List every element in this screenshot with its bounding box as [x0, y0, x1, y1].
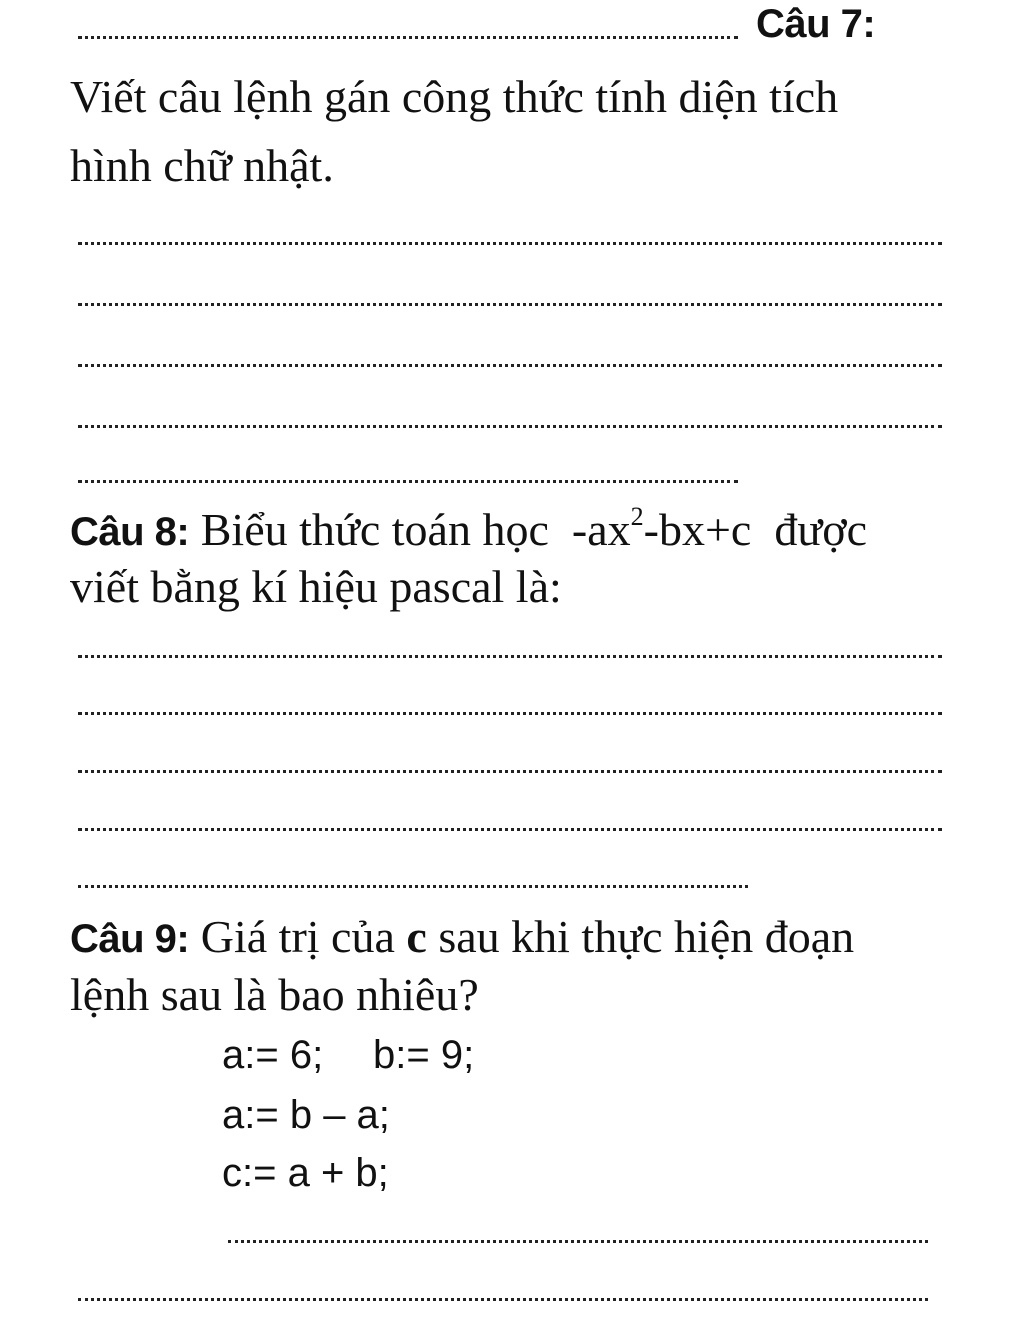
question-7-text-line2: hình chữ nhật. [70, 140, 334, 191]
question-8-text-line2: viết bằng kí hiệu pascal là: [70, 561, 562, 612]
answer-line [78, 364, 942, 367]
answer-line [78, 885, 748, 888]
question-9-text-line2: lệnh sau là bao nhiêu? [70, 969, 479, 1020]
code-line-1a: a:= 6; [222, 1033, 324, 1077]
variable-c: c [406, 911, 427, 962]
expression-post: -bx+c [643, 504, 752, 555]
answer-line [78, 828, 942, 831]
code-line-1b: b:= 9; [373, 1033, 475, 1077]
code-line-3: c:= a + b; [222, 1151, 389, 1195]
expression-pre: -ax [571, 504, 631, 555]
question-9-label: Câu 9: [70, 917, 190, 961]
answer-line [78, 770, 942, 773]
question-8-text-after: được [774, 504, 867, 555]
question-9-text-after: sau khi thực hiện đoạn [438, 911, 855, 962]
answer-line [228, 1240, 928, 1243]
answer-line [78, 303, 942, 306]
code-line-2: a:= b – a; [222, 1093, 390, 1137]
answer-line [78, 242, 942, 245]
math-expression [572, 504, 751, 555]
question-8-label: Câu 8: [70, 510, 190, 554]
exponent: 2 [630, 502, 644, 531]
answer-line [78, 36, 738, 39]
question-7-label: Câu 7: [756, 2, 876, 46]
answer-line [78, 480, 738, 483]
answer-line [78, 425, 942, 428]
question-9-text-before: Giá trị của [200, 911, 395, 962]
answer-line [78, 1298, 928, 1301]
question-9-line1 [70, 911, 855, 962]
question-7-text-line1: Viết câu lệnh gán công thức tính diện tích [70, 71, 839, 122]
question-8-line1 [70, 502, 867, 555]
answer-line [78, 655, 942, 658]
question-8-text-before: Biểu thức toán học [200, 504, 549, 555]
answer-line [78, 712, 942, 715]
